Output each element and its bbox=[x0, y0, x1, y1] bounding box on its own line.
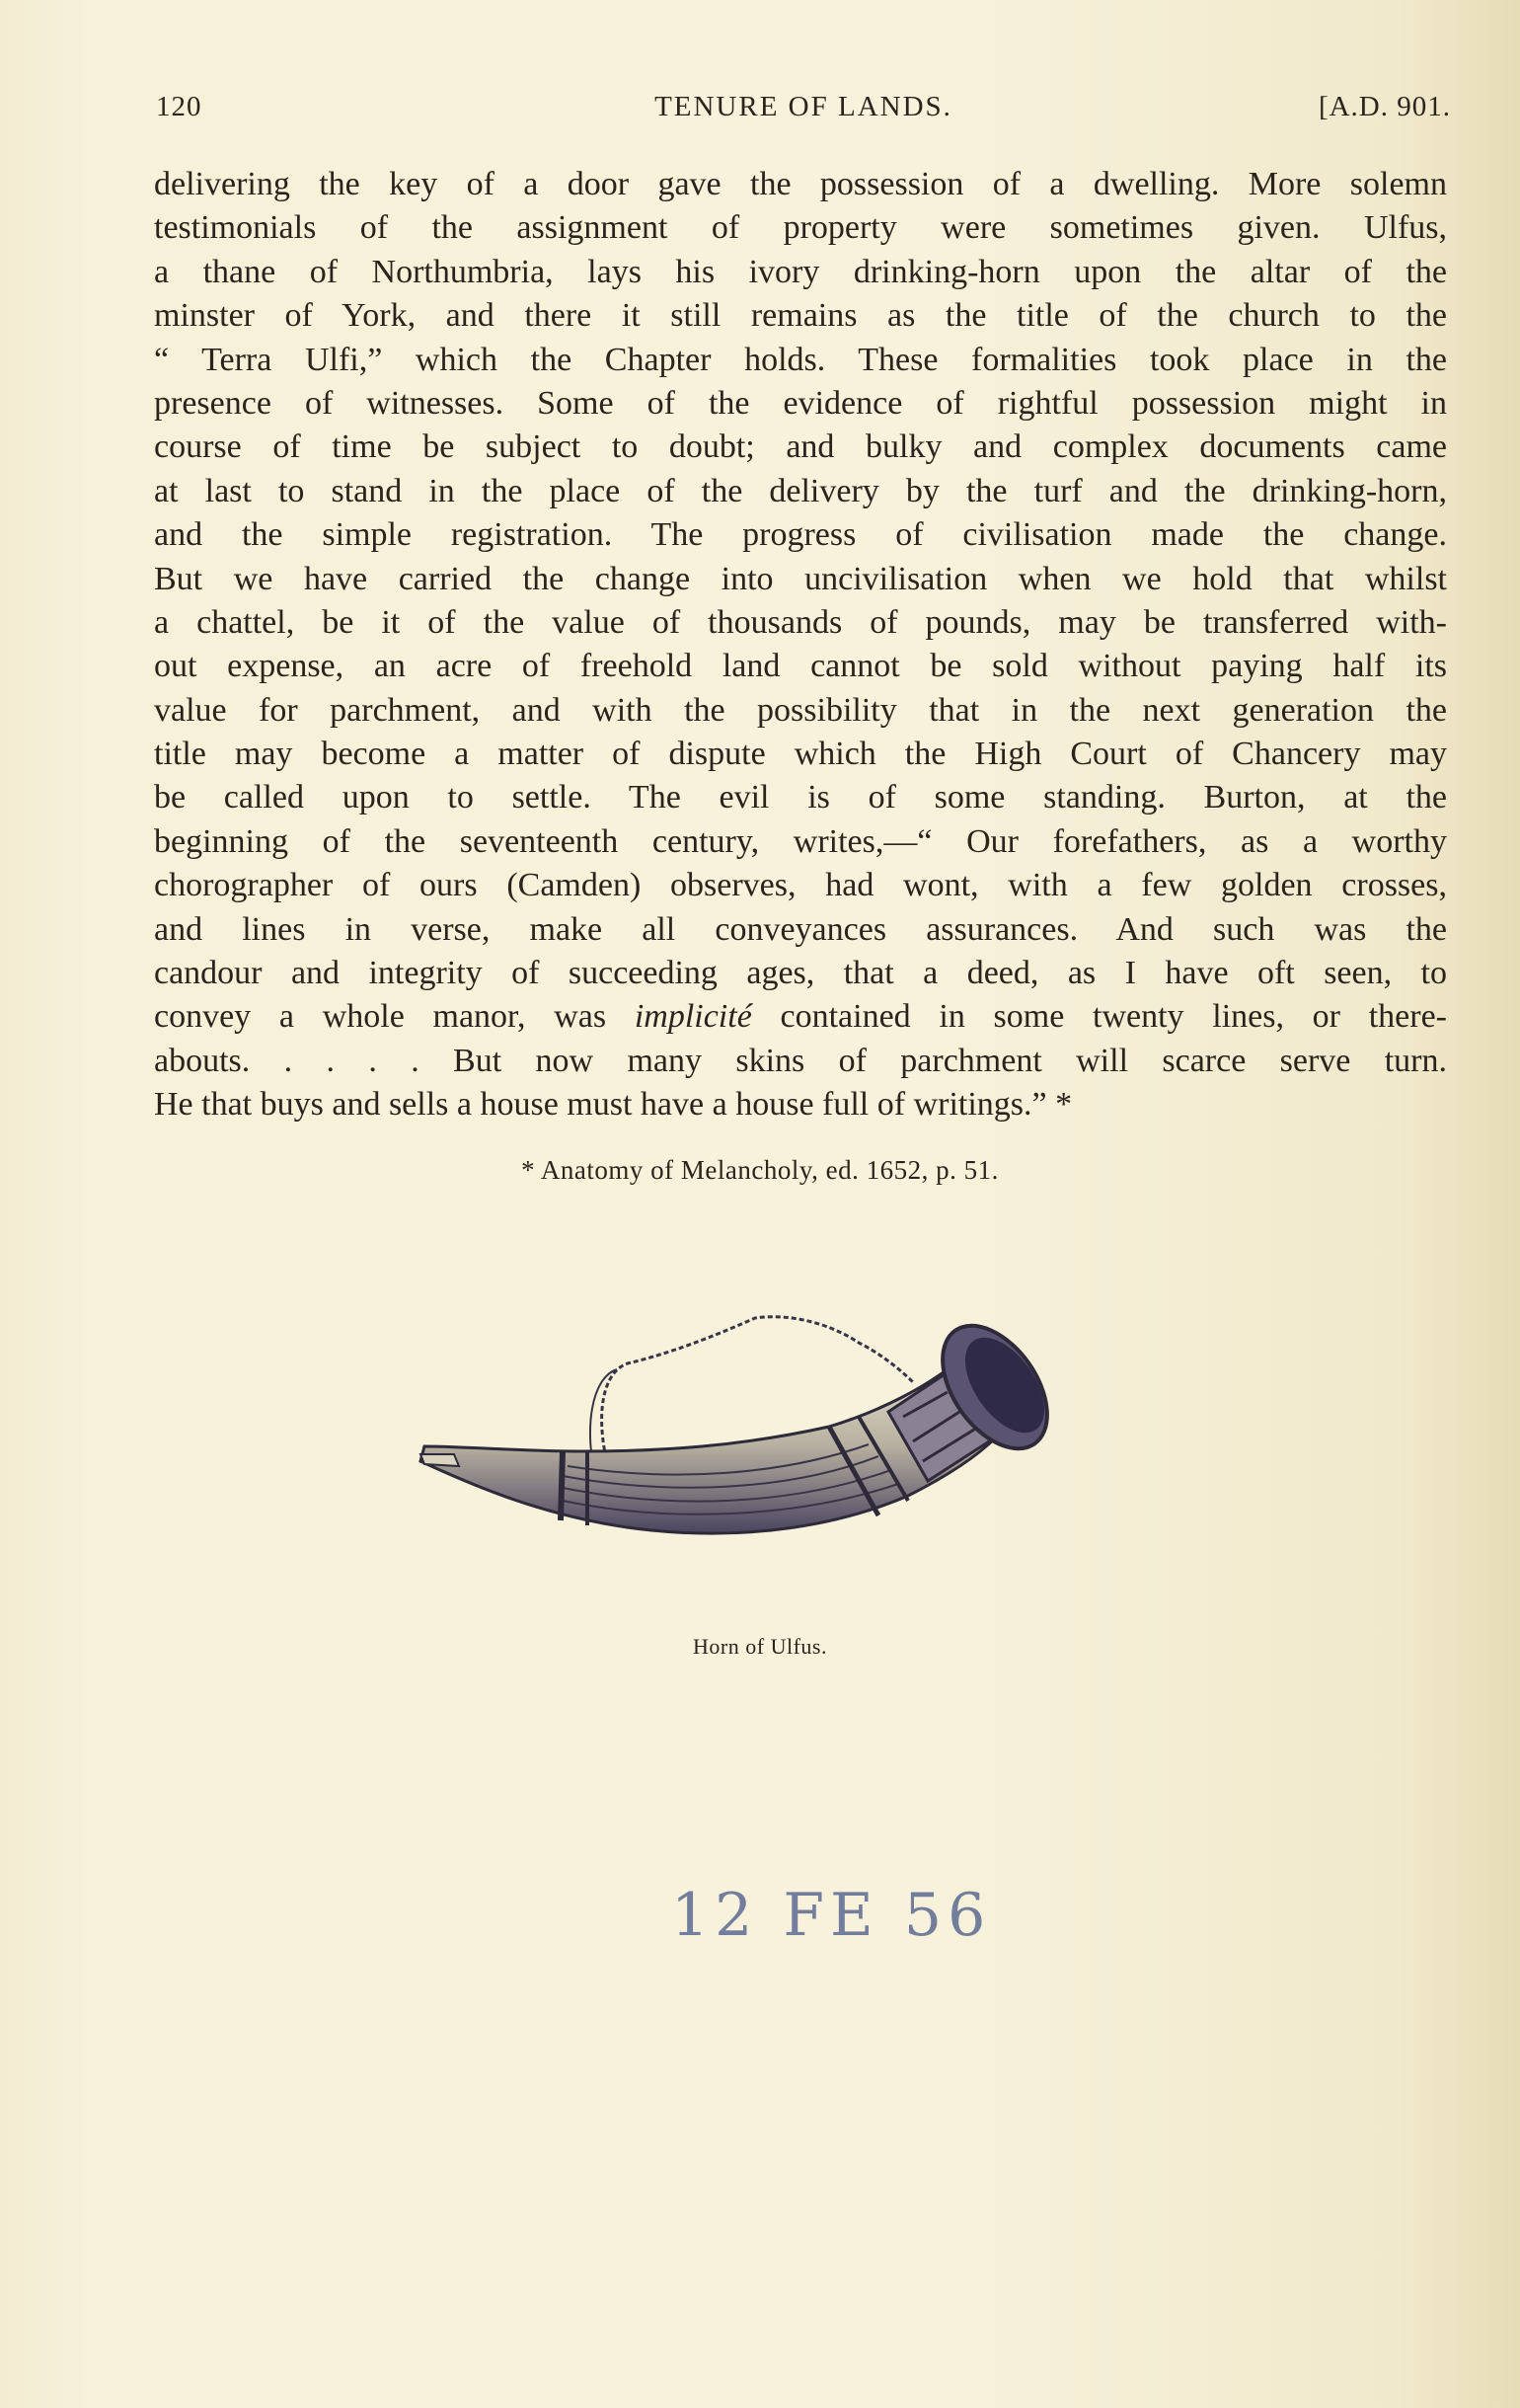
text-line: chorographer of ours (Camden) observes, had wont, with a few golden crosses, bbox=[154, 867, 1447, 904]
text-line: presence of witnesses. Some of the evidence of rightful possession might in bbox=[154, 384, 1447, 422]
library-stamp: 12 FE 56 bbox=[671, 1881, 992, 1950]
line-segment: convey a whole manor, was bbox=[154, 998, 635, 1036]
text-line: value for parchment, and with the possibility that in the next generation the bbox=[154, 691, 1447, 729]
figure-caption: Horn of Ulfus. bbox=[693, 1634, 827, 1659]
text-line: and the simple registration. The progress of civilisation made the change. bbox=[154, 516, 1447, 554]
running-title: TENURE OF LANDS. bbox=[654, 91, 952, 122]
text-line: minster of York, and there it still remains as the title of the church to the bbox=[154, 297, 1447, 335]
text-line: at last to stand in the place of the delivery by the turf and the drinking-horn, bbox=[154, 472, 1447, 509]
line-segment: contained in some twenty lines, or there- bbox=[751, 998, 1447, 1036]
text-line: beginning of the seventeenth century, writes,—“ Our forefathers, as a worthy bbox=[154, 822, 1447, 860]
body-text bbox=[154, 163, 1447, 1127]
text-line: abouts. . . . . But now many skins of parchment will scarce serve turn. bbox=[154, 1042, 1447, 1079]
text-line: candour and integrity of succeeding ages, that a deed, as I have oft seen, to bbox=[154, 955, 1447, 992]
text-line: title may become a matter of dispute which the High Court of Chancery may bbox=[154, 736, 1447, 773]
text-line: a thane of Northumbria, lays his ivory drinking-horn upon the altar of the bbox=[154, 253, 1447, 290]
page-number: 120 bbox=[156, 91, 202, 122]
footnote: * Anatomy of Melancholy, ed. 1652, p. 51. bbox=[521, 1155, 999, 1185]
running-date: [A.D. 901. bbox=[1318, 91, 1451, 122]
text-line: testimonials of the assignment of property were sometimes given. Ulfus, bbox=[154, 209, 1447, 247]
text-line: He that buys and sells a house must have a house full of writings.” * bbox=[154, 1086, 1073, 1124]
running-head bbox=[156, 91, 1451, 130]
text-line: delivering the key of a door gave the possession of a dwelling. More solemn bbox=[154, 166, 1447, 202]
text-line: and lines in verse, make all conveyances assurances. And such was the bbox=[154, 910, 1447, 948]
horn-illustration bbox=[415, 1308, 1175, 1614]
text-line: But we have carried the change into uncivilisation when we hold that whilst bbox=[154, 560, 1447, 597]
italic-word: implicité bbox=[634, 998, 752, 1036]
text-line: “ Terra Ulfi,” which the Chapter holds. These formalities took place in the bbox=[154, 341, 1447, 378]
text-line: be called upon to settle. The evil is of some standing. Burton, at the bbox=[154, 779, 1447, 816]
drinking-horn-icon bbox=[415, 1308, 1175, 1614]
text-line: out expense, an acre of freehold land cannot be sold without paying half its bbox=[154, 648, 1447, 685]
text-line: course of time be subject to doubt; and bulky and complex documents came bbox=[154, 428, 1447, 466]
text-line: a chattel, be it of the value of thousands of pounds, may be transferred with- bbox=[154, 603, 1447, 641]
text-line-with-italic bbox=[154, 995, 1447, 1039]
